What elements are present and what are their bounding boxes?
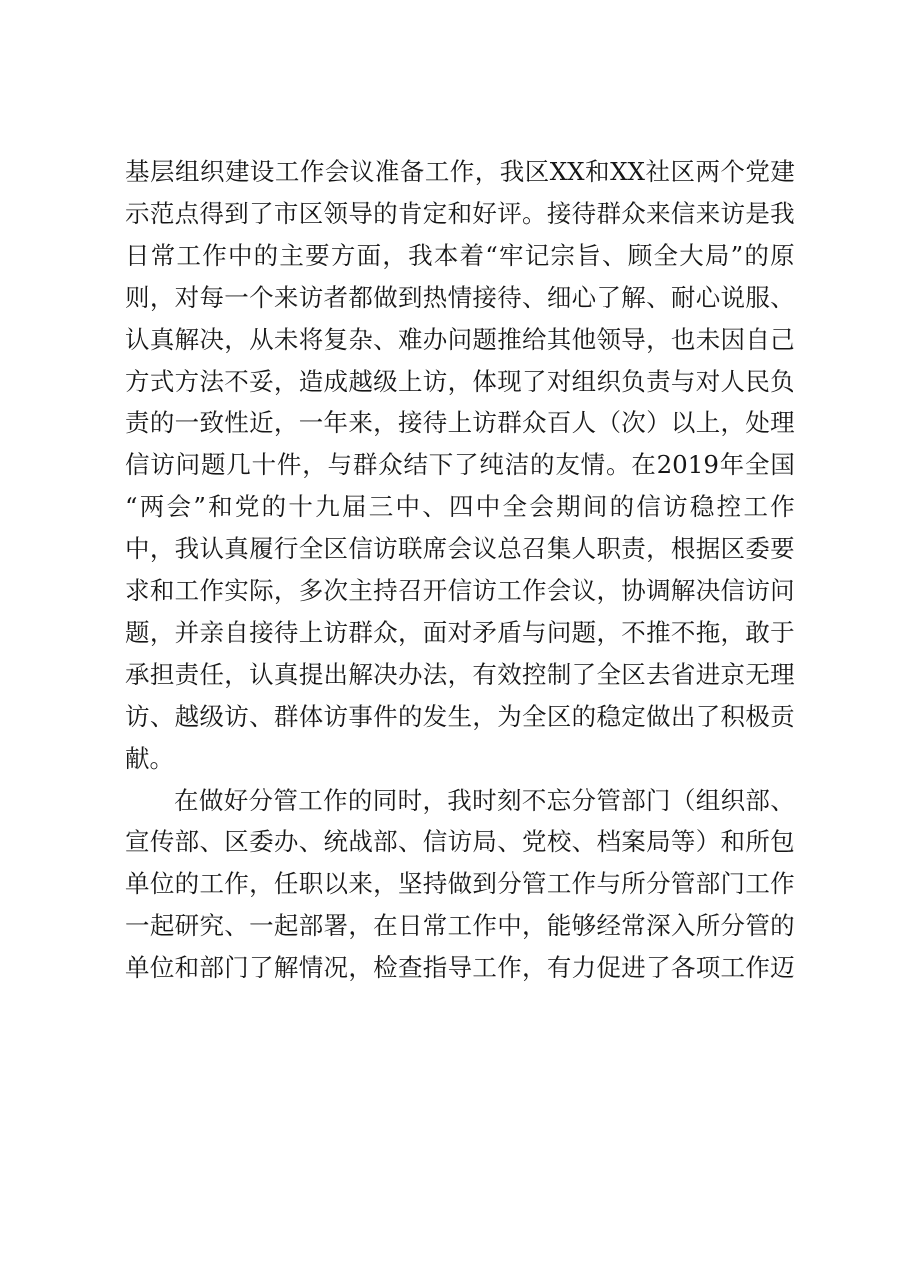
text-line: 认 真 解 决 ， 从 未 将 复 杂 、 难 办 问 题 推 给 其 他 领 导 ， 也 未 因 自 己 (125, 324, 795, 354)
text-line: 访 、 越 级 访 、 群 体 访 事 件 的 发 生 ， 为 全 区 的 稳 定 做 出 了 积 极 贡 (125, 701, 795, 731)
text-line: 则 ， 对 每 一 个 来 访 者 都 做 到 热 情 接 待 、 细 心 了 解 、 耐 心 说 服 、 (125, 282, 795, 312)
text-line: 中 ， 我 认 真 履 行 全 区 信 访 联 席 会 议 总 召 集 人 职 责 ， 根 据 区 委 要 (125, 533, 795, 563)
text-line: 一 起 研 究 、 一 起 部 署 ， 在 日 常 工 作 中 ， 能 够 经 常 深 入 所 分 管 的 (125, 910, 795, 940)
text-line: 基 层 组 织 建 设 工 作 会 议 准 备 工 作 ， 我 区 XX 和 XX 社 区 两 个 党 建 (125, 156, 795, 186)
text-line: 单 位 的 工 作 ， 任 职 以 来 ， 坚 持 做 到 分 管 工 作 与 所 分 管 部 门 工 作 (125, 868, 795, 898)
text-line: 方 式 方 法 不 妥 ， 造 成 越 级 上 访 ， 体 现 了 对 组 织 负 责 与 对 人 民 负 (125, 366, 795, 396)
text-line: 宣 传 部 、 区 委 办 、 统 战 部 、 信 访 局 、 党 校 、 档 案 局 等 ） 和 所 包 (125, 826, 795, 856)
paragraph-first-line: 在 做 好 分 管 工 作 的 同 时 ， 我 时 刻 不 忘 分 管 部 门 （ 组 织 部 、 (174, 785, 795, 815)
text-line: 示 范 点 得 到 了 市 区 领 导 的 肯 定 和 好 评 。 接 待 群 众 来 信 来 访 是 我 (125, 198, 795, 228)
text-line: 责 的 一 致 性 近 ， 一 年 来 ， 接 待 上 访 群 众 百 人 （ 次 ） 以 上 ， 处 理 (125, 407, 795, 437)
text-line: 日 常 工 作 中 的 主 要 方 面 ， 我 本 着 “ 牢 记 宗 旨 、 顾 全 大 局 ” 的 原 (125, 240, 795, 270)
text-line: 题 ， 并 亲 自 接 待 上 访 群 众 ， 面 对 矛 盾 与 问 题 ， 不 推 不 拖 ， 敢 于 (125, 617, 795, 647)
text-line: 献 。 (125, 743, 174, 773)
text-line: 单 位 和 部 门 了 解 情 况 ， 检 查 指 导 工 作 ， 有 力 促 进 了 各 项 工 作 迈 (125, 952, 795, 982)
text-line: 求 和 工 作 实 际 ， 多 次 主 持 召 开 信 访 工 作 会 议 ， 协 调 解 决 信 访 问 (125, 575, 795, 605)
text-line: 承 担 责 任 ， 认 真 提 出 解 决 办 法 ， 有 效 控 制 了 全 区 去 省 进 京 无 理 (125, 659, 795, 689)
text-line: “ 两 会 ” 和 党 的 十 九 届 三 中 、 四 中 全 会 期 间 的 信 访 稳 控 工 作 (125, 491, 795, 521)
text-line: 信 访 问 题 几 十 件 ， 与 群 众 结 下 了 纯 洁 的 友 情 。 在 2019 年 全 国 (125, 449, 795, 479)
